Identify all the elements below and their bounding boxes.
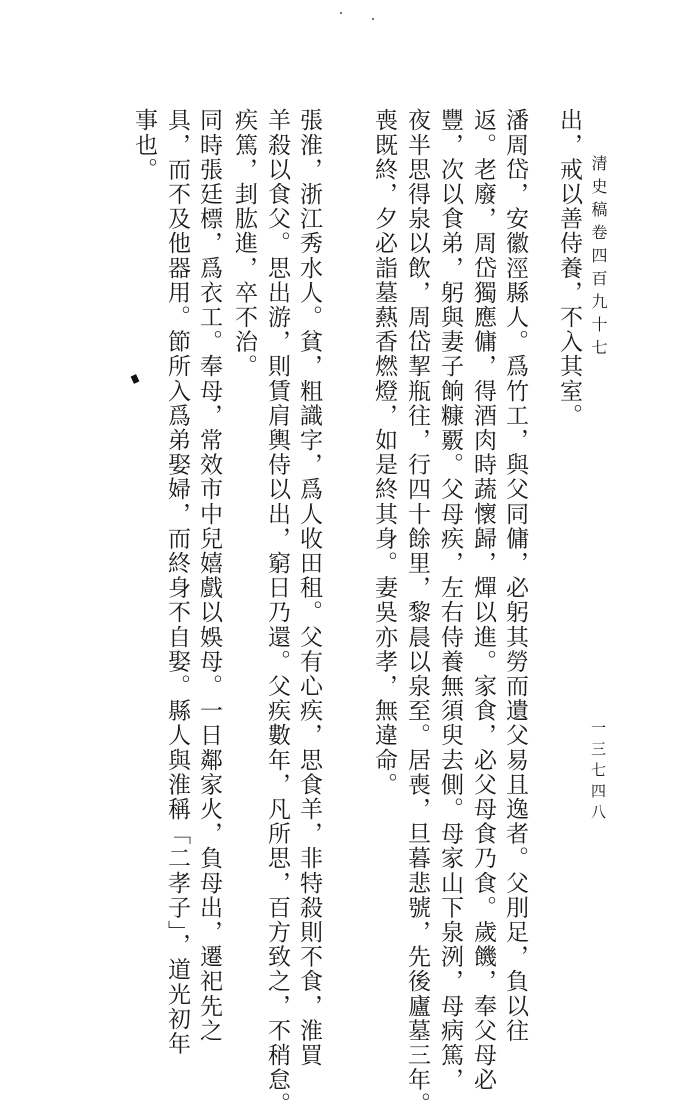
scan-speck	[340, 12, 342, 14]
text-column-11: 具，而不及他器用。節所入爲弟娶婦，而終身不自娶。縣人與淮稱「二孝子」，道光初年	[164, 108, 190, 1056]
text-column-8: 羊殺以食父。思出游，則賃肩輿侍以出，窮日乃還。父疾數年，凡所思，百方致之，不稍怠。	[264, 108, 290, 1117]
text-column-3: 返。老廢，周岱獨應傭，得酒肉時蔬懷歸，燀以進。家食，必父母食乃食。歲饑，奉父母必	[470, 108, 496, 1092]
text-column-2: 潘周岱，安徽涇縣人。爲竹工，與父同傭，必躬其勞而遺父易且逸者。父刖足，負以往	[502, 108, 528, 1043]
scan-speck	[372, 18, 374, 20]
text-column-5: 夜半思得泉以飲，周岱挈瓶往，行四十餘里，黎晨以泉至。居喪，旦暮悲號，先後廬墓三年。	[404, 108, 430, 1117]
text-column-12: 事也。	[131, 108, 157, 182]
text-column-10: 同時張廷標，爲衣工。奉母，常效市中兒嬉戲以娛母。一日鄰家火，負母出，遷祀先之	[196, 108, 222, 1043]
text-column-1: 出，戒以善侍養，不入其室。	[556, 108, 582, 428]
text-column-7: 張淮，浙江秀水人。貧，粗識字，爲人收田租。父有心疾，思食羊，非特殺則不食，淮買	[296, 108, 322, 1068]
text-column-9: 疾篤，刲肱進，卒不治。	[231, 108, 257, 379]
text-column-4: 豐，次以食弟，躬與妻子餉糠覈。父母疾，左右侍養無須臾去側。母家山下泉洌，母病篤，	[437, 108, 463, 1092]
text-column-6: 喪既終，夕必詣墓爇香燃燈，如是終其身。妻吳亦孝，無違命。	[371, 108, 397, 797]
ink-speck	[131, 374, 140, 384]
running-header: 清史稿卷四百九十七	[589, 155, 608, 362]
page-number: 一三七四八	[589, 720, 607, 825]
